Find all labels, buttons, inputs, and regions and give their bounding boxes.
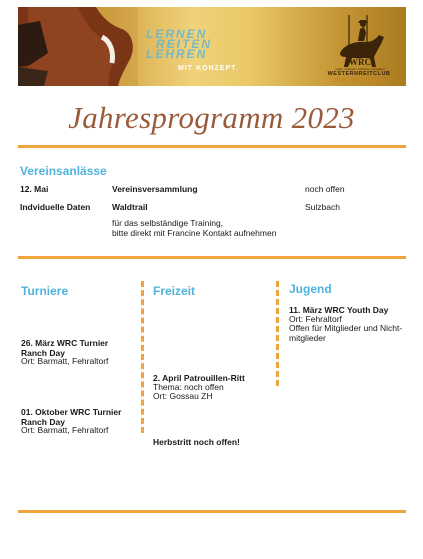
event-title: 26. März WRC Turnier Ranch Day — [21, 338, 109, 358]
section-heading-vereinsanlaesse: Vereinsanlässe — [20, 164, 107, 178]
event-location: Sulzbach — [305, 202, 340, 212]
event-status: noch offen — [305, 184, 345, 194]
slogan-line-1: LERNEN — [146, 27, 208, 41]
event-title: Herbstritt noch offen! — [153, 437, 240, 447]
section-heading-jugend: Jugend — [289, 282, 332, 296]
divider-middle — [18, 256, 406, 259]
divider-bottom — [18, 510, 406, 513]
event-note: Offen für Mitglieder und Nicht-mitglieder — [289, 323, 403, 343]
event-location: Ort: Fehraltorf — [289, 314, 342, 324]
divider-top — [18, 145, 406, 148]
event-date: Indviduelle Daten — [20, 202, 91, 212]
section-heading-turniere: Turniere — [21, 284, 69, 298]
slogan-line-3: LEHREN — [146, 47, 208, 61]
page-title: Jahresprogramm 2023 — [68, 100, 355, 135]
event-name: Waldtrail — [112, 202, 148, 212]
column-divider — [276, 281, 279, 386]
slogan-subtitle: MIT KONZEPT. — [178, 65, 239, 72]
event-title: 11. März WRC Youth Day — [289, 305, 389, 315]
slogan-line-2: REITEN — [156, 37, 213, 51]
event-title: 2. April Patrouillen-Ritt — [153, 373, 245, 383]
section-heading-freizeit: Freizeit — [153, 284, 196, 298]
slogan — [146, 29, 266, 59]
logo-club-name: WESTERNREITCLUB — [327, 71, 391, 77]
header-banner — [18, 7, 406, 86]
logo-tagline: Liebe • Geduld • Achtung • Vertrauen — [335, 67, 385, 71]
event-title: 01. Oktober WRC Turnier Ranch Day — [21, 407, 122, 427]
event-location: Ort: Gossau ZH — [153, 391, 213, 401]
column-divider — [141, 281, 144, 433]
logo-wrc-text: WRC — [349, 57, 371, 67]
logo-region-name: ZÜRI OBERLAND — [332, 78, 386, 84]
event-name: Vereinsversammlung — [112, 184, 198, 194]
event-note: bitte direkt mit Francine Kontakt aufnehmen — [112, 228, 277, 238]
event-note: für das selbständige Training, — [112, 218, 224, 228]
event-location: Ort: Barmatt, Fehraltorf — [21, 356, 109, 366]
event-date: 12. Mai — [20, 184, 49, 194]
horse-rider-photo — [18, 7, 138, 86]
event-location: Ort: Barmatt, Fehraltorf — [21, 425, 109, 435]
event-theme: Thema: noch offen — [153, 382, 224, 392]
